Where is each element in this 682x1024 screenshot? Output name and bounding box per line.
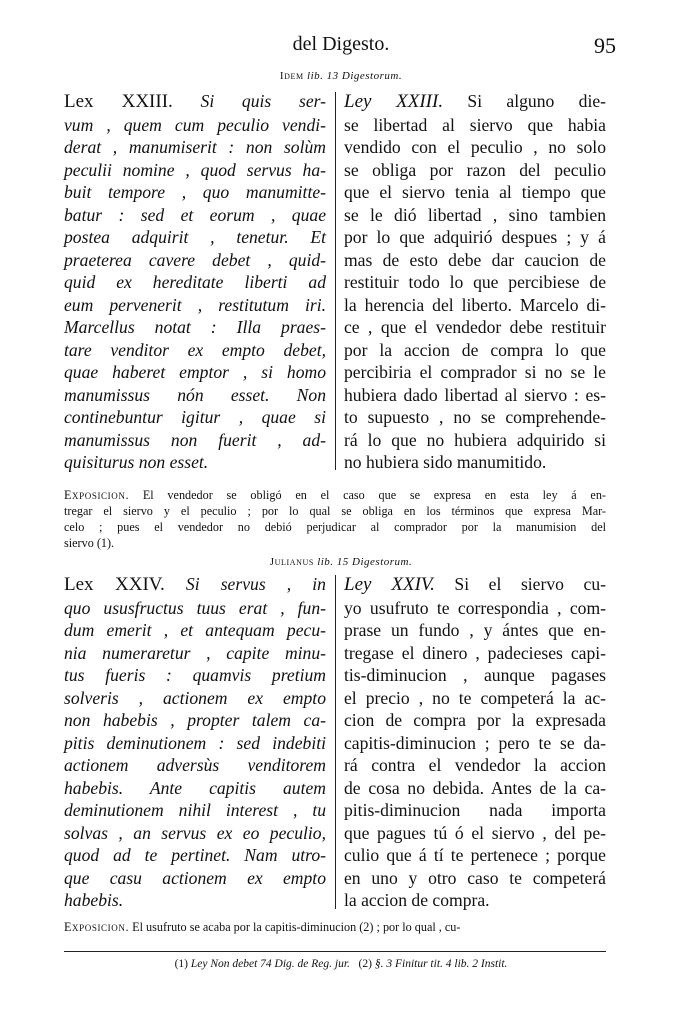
line-text: habebis. xyxy=(64,890,124,910)
line-text: cion de compra por la expresada xyxy=(344,710,606,730)
footnotes xyxy=(0,958,682,970)
line-text: que casu actionem ex empto xyxy=(64,867,326,888)
line-text: hubiera dado libertad al siervo : es- xyxy=(344,384,606,405)
line-text: pitis deminutionem : sed indebiti xyxy=(64,732,326,753)
line-text: manumissus nón esset. Non xyxy=(64,384,326,405)
source-line-1 xyxy=(0,70,682,82)
footnote-1-mark: (1) xyxy=(174,958,188,970)
line-text: rá contra el vendedor la accion xyxy=(344,755,606,775)
text-line xyxy=(64,777,326,800)
line-text: ce , que el vendedor debe restituir xyxy=(344,317,606,337)
line-text: que pagues tú ó el siervo , del pe- xyxy=(344,822,606,843)
line-text: buit tempore , quo manumitte- xyxy=(64,182,326,202)
line-text: quod ad te pertinet. Nam utro- xyxy=(64,845,326,865)
line-text: restituir todo lo que percibiese de xyxy=(344,272,606,292)
law-number: Ley XXIII. xyxy=(344,91,444,112)
exposicion-text: tregar el siervo y el peculio ; por lo qual se obliga en los términos que expresa Mar- xyxy=(64,504,606,518)
line-text: en uno y otro caso te competerá xyxy=(344,867,606,888)
spanish-column-2 xyxy=(344,573,606,912)
text-line xyxy=(64,90,326,114)
text-line xyxy=(344,619,606,642)
line-text: manumissus non fuerit , ad- xyxy=(64,429,326,450)
text-line xyxy=(64,271,326,294)
line-text: tus fueris : quamvis pretium xyxy=(64,665,326,685)
exposicion-label: Exposicion. xyxy=(64,920,130,934)
text-line xyxy=(344,642,606,665)
text-line xyxy=(64,294,326,317)
source-line-2 xyxy=(0,556,682,568)
line-text: se libertad al siervo que habia xyxy=(344,114,606,135)
text-line xyxy=(344,271,606,294)
footnote-rule xyxy=(64,951,606,952)
line-text: se obliga por razon del peculio xyxy=(344,159,606,180)
exposicion-label: Exposicion. xyxy=(64,488,130,502)
line-text: la accion de compra. xyxy=(344,890,490,910)
line-text: pitis-diminucion nada importa xyxy=(344,800,606,820)
exposicion-text: celo ; pues el vendedor no debió perjudicar al comprador por la manumision del xyxy=(64,520,606,534)
text-line xyxy=(344,732,606,755)
page-number: 95 xyxy=(594,33,616,58)
line-text: se le dió libertad , sino tambien xyxy=(344,204,606,225)
line-text: Si alguno die- xyxy=(443,91,606,111)
line-text: to supuesto , no se comprehende- xyxy=(344,407,606,427)
text-line xyxy=(64,136,326,159)
text-line xyxy=(64,316,326,339)
text-line xyxy=(64,159,326,182)
text-line xyxy=(64,619,326,642)
text-line xyxy=(344,889,606,912)
exposicion-line xyxy=(64,535,606,551)
line-text: tis-diminucion , aunque pagases xyxy=(344,665,606,685)
text-line xyxy=(344,754,606,777)
law-number: Lex XXIV. xyxy=(64,574,165,595)
text-line xyxy=(64,844,326,867)
text-line xyxy=(344,822,606,845)
column-divider xyxy=(335,575,336,909)
text-line xyxy=(344,181,606,204)
line-text: habebis. Ante capitis autem xyxy=(64,777,326,798)
text-line xyxy=(64,597,326,620)
exposicion-text: El usufruto se acaba por la capitis-diminucion (2) ; por lo qual , cu- xyxy=(132,920,461,934)
text-line xyxy=(344,429,606,452)
line-text: peculii nomine , quod servus ha- xyxy=(64,159,326,180)
exposicion-2 xyxy=(64,919,606,935)
law-number: Ley XXIV. xyxy=(344,574,435,595)
line-text: que el siervo tenia al tiempo que xyxy=(344,182,606,202)
text-line xyxy=(344,709,606,732)
line-text: yo usufruto te correspondia , com- xyxy=(344,597,606,618)
line-text: eum pervenerit , restitutum iri. xyxy=(64,294,326,315)
column-divider xyxy=(335,92,336,470)
text-line xyxy=(344,384,606,407)
law-number: Lex XXIII. xyxy=(64,91,173,112)
text-line xyxy=(344,867,606,890)
line-text: continebuntur igitur , quae si xyxy=(64,407,326,427)
line-text: culio que á tí te pertenece ; porque xyxy=(344,845,606,865)
text-line xyxy=(64,642,326,665)
text-line xyxy=(64,451,326,474)
exposicion-text: siervo (1). xyxy=(64,536,115,550)
text-line xyxy=(344,159,606,182)
text-line xyxy=(344,573,606,597)
line-text: solveris , actionem ex empto xyxy=(64,687,326,708)
footnote-1-text: Ley Non debet 74 Dig. de Reg. jur. xyxy=(190,958,350,970)
text-line xyxy=(64,114,326,137)
text-line xyxy=(344,844,606,867)
text-line xyxy=(344,136,606,159)
text-line xyxy=(64,249,326,272)
text-line xyxy=(64,732,326,755)
line-text: la herencia del liberto. Marcelo di- xyxy=(344,294,606,315)
line-text: mas de esto debe dar caucion de xyxy=(344,249,606,270)
line-text: tregase el dinero , padecieses capi- xyxy=(344,642,606,663)
text-line xyxy=(64,384,326,407)
text-line xyxy=(344,664,606,687)
line-text: por lo que adquirió despues ; y á xyxy=(344,227,606,247)
line-text: Si el siervo cu- xyxy=(434,574,606,594)
line-text: prase un fundo , y ántes que en- xyxy=(344,620,606,640)
line-text: quisiturus non esset. xyxy=(64,452,209,472)
latin-column-2 xyxy=(64,573,326,912)
line-text: non habebis , propter talem ca- xyxy=(64,710,326,730)
line-text: el precio , no te competerá la ac- xyxy=(344,687,606,708)
latin-column-1 xyxy=(64,90,326,474)
text-line xyxy=(64,754,326,777)
line-text: actionem adversùs venditorem xyxy=(64,755,326,775)
source-work: lib. 13 Digestorum. xyxy=(307,70,403,82)
line-text: solvas , an servus ex eo peculio, xyxy=(64,822,326,843)
line-text: nia numeraretur , capite minu- xyxy=(64,642,326,663)
exposicion-1 xyxy=(64,487,606,551)
line-text: dum emerit , et antequam pecu- xyxy=(64,620,326,640)
text-line xyxy=(64,181,326,204)
text-line xyxy=(64,889,326,912)
line-text: postea adquirit , tenetur. Et xyxy=(64,227,326,247)
text-line xyxy=(344,361,606,384)
text-line xyxy=(344,406,606,429)
running-title: del Digesto. xyxy=(292,33,390,55)
line-text: derat , manumiserit : non solùm xyxy=(64,137,326,157)
text-line xyxy=(64,664,326,687)
text-line xyxy=(64,204,326,227)
text-line xyxy=(344,316,606,339)
source-author: Julianus xyxy=(269,556,314,568)
text-line xyxy=(344,451,606,474)
text-line xyxy=(64,573,326,597)
text-line xyxy=(344,339,606,362)
text-line xyxy=(344,294,606,317)
text-line xyxy=(64,867,326,890)
line-text: percibiria el comprador si no se le xyxy=(344,362,606,382)
exposicion-line xyxy=(64,503,606,519)
spanish-column-1 xyxy=(344,90,606,474)
text-line xyxy=(344,597,606,620)
footnote-2-text: §. 3 Finitur tit. 4 lib. 2 Instit. xyxy=(374,958,508,970)
line-text: capitis-diminucion ; pero te se da- xyxy=(344,732,606,753)
line-text: de cosa no debida. Antes de la ca- xyxy=(344,777,606,798)
source-author: Idem xyxy=(279,70,304,82)
source-work: lib. 15 Digestorum. xyxy=(317,556,413,568)
line-text: quae haberet emptor , si homo xyxy=(64,362,326,382)
line-text: tare venditor ex empto debet, xyxy=(64,339,326,360)
line-text: Si quis ser- xyxy=(172,91,326,111)
text-line xyxy=(344,204,606,227)
exposicion-line xyxy=(64,487,606,503)
footnote-2-mark: (2) xyxy=(358,958,372,970)
text-line xyxy=(64,687,326,710)
line-text: praeterea cavere debet , quid- xyxy=(64,249,326,270)
exposicion-line xyxy=(64,519,606,535)
text-line xyxy=(64,429,326,452)
line-text: vum , quem cum peculio vendi- xyxy=(64,114,326,135)
line-text: Si servus , in xyxy=(164,574,326,594)
text-line xyxy=(64,226,326,249)
line-text: por la accion de compra lo que xyxy=(344,339,606,360)
text-line xyxy=(64,799,326,822)
text-line xyxy=(64,822,326,845)
text-line xyxy=(344,777,606,800)
text-line xyxy=(344,687,606,710)
exposicion-text: El vendedor se obligó en el caso que se expresa en esta ley á en- xyxy=(142,488,606,502)
line-text: vendido con el peculio , no solo xyxy=(344,137,606,157)
text-line xyxy=(344,90,606,114)
line-text: no hubiera sido manumitido. xyxy=(344,452,547,472)
text-line xyxy=(64,709,326,732)
line-text: Marcellus notat : Illa praes- xyxy=(64,317,326,337)
line-text: batur : sed et eorum , quae xyxy=(64,204,326,225)
text-line xyxy=(64,361,326,384)
text-line xyxy=(344,799,606,822)
line-text: quid ex hereditate liberti ad xyxy=(64,272,326,292)
text-line xyxy=(64,406,326,429)
text-line xyxy=(344,249,606,272)
text-line xyxy=(344,226,606,249)
text-line xyxy=(64,339,326,362)
line-text: deminutionem nihil interest , tu xyxy=(64,800,326,820)
text-line xyxy=(344,114,606,137)
line-text: rá lo que no hubiera adquirido si xyxy=(344,429,606,450)
line-text: quo ususfructus tuus erat , fun- xyxy=(64,597,326,618)
